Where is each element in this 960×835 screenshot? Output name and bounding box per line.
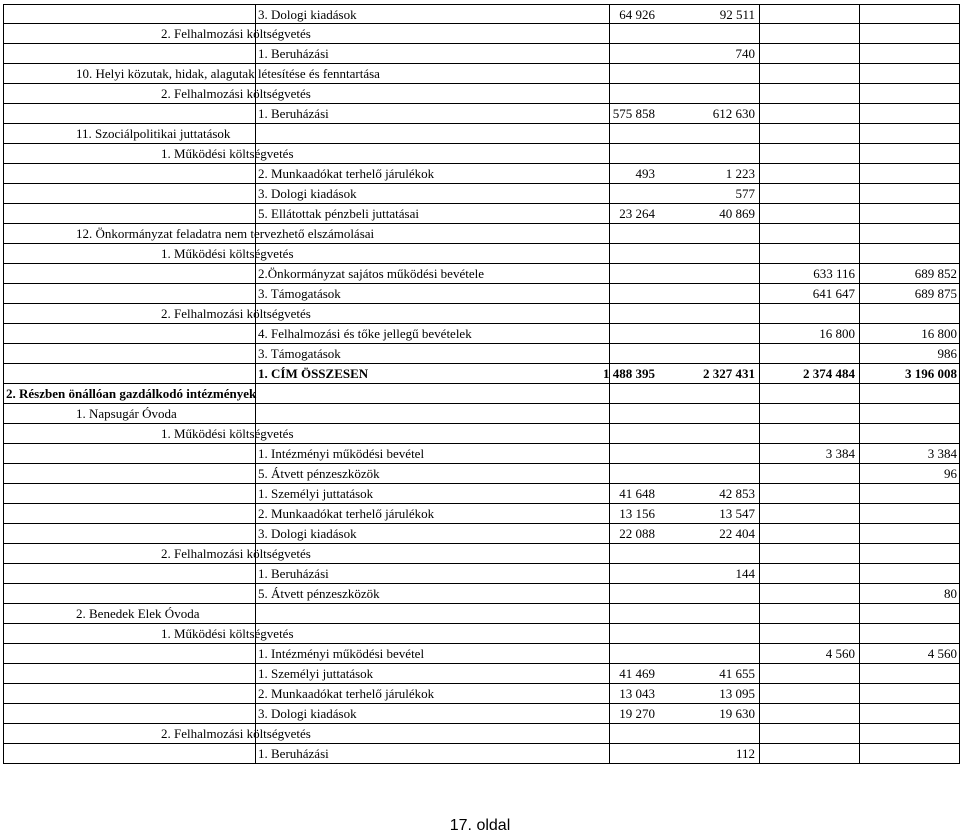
row-label: 5. Átvett pénzeszközök [258, 466, 380, 481]
value-cell-2: 740 [735, 46, 755, 61]
table-row [3, 4, 960, 24]
table-row [3, 484, 960, 504]
table-row [3, 504, 960, 524]
column-divider [3, 404, 4, 423]
row-label: 1. Beruházási [258, 106, 329, 121]
column-divider [255, 484, 256, 503]
table-row [3, 84, 960, 104]
row-label: 2. Munkaadókat terhelő járulékok [258, 166, 435, 181]
row-label: 3. Dologi kiadások [258, 186, 357, 201]
row-label: 1. CÍM ÖSSZESEN [258, 366, 369, 381]
table-row [3, 264, 960, 284]
value-cell-2: 22 404 [719, 526, 755, 541]
column-divider [255, 204, 256, 223]
value-cell-1: 64 926 [619, 7, 655, 22]
value-cell-2: 40 869 [719, 206, 755, 221]
column-divider [3, 624, 4, 643]
value-cell-2: 144 [735, 566, 755, 581]
column-divider [3, 104, 4, 123]
value-cell-4 [817, 64, 957, 83]
column-divider [255, 184, 256, 203]
value-cell-2: 112 [735, 746, 755, 761]
column-divider [255, 124, 256, 143]
value-cell-2: 41 655 [719, 666, 755, 681]
row-label: 1. Működési költségvetés [161, 626, 294, 641]
value-cell-4 [817, 724, 957, 743]
table-row [3, 44, 960, 64]
row-label: 5. Ellátottak pénzbeli juttatásai [258, 206, 420, 221]
column-divider [3, 544, 4, 563]
value-cell-4 [817, 104, 957, 123]
row-label: 2. Felhalmozási költségvetés [161, 86, 311, 101]
column-divider [255, 504, 256, 523]
column-divider [255, 284, 256, 303]
column-divider [3, 44, 4, 63]
row-label: 5. Átvett pénzeszközök [258, 586, 380, 601]
table-row [3, 584, 960, 604]
value-cell-4 [817, 404, 957, 423]
table-row [3, 664, 960, 684]
value-cell-3: 633 116 [813, 266, 855, 281]
column-divider [3, 744, 4, 763]
column-divider [3, 164, 4, 183]
column-divider [3, 204, 4, 223]
row-label: 1. Intézményi működési bevétel [258, 646, 425, 661]
value-cell-2: 1 223 [725, 166, 755, 181]
table-row [3, 644, 960, 664]
value-cell-1: 1 488 395 [603, 366, 655, 381]
column-divider [255, 604, 256, 623]
row-label: 2. Felhalmozási költségvetés [161, 306, 311, 321]
column-divider [3, 644, 4, 663]
column-divider [3, 604, 4, 623]
row-label: 2. Munkaadókat terhelő járulékok [258, 506, 435, 521]
column-divider [3, 704, 4, 723]
column-divider [255, 264, 256, 283]
value-cell-4: 4 560 [927, 646, 957, 661]
column-divider [3, 324, 4, 343]
page-number: 17. oldal [449, 817, 511, 834]
value-cell-4 [817, 704, 957, 723]
column-divider [255, 684, 256, 703]
table-row [3, 164, 960, 184]
table-row [3, 204, 960, 224]
table-row [3, 244, 960, 264]
value-cell-4: 689 875 [914, 286, 957, 301]
value-cell-4: 80 [944, 586, 957, 601]
table-row [3, 544, 960, 564]
value-cell-4 [817, 604, 957, 623]
value-cell-4: 16 800 [921, 326, 957, 341]
table-row [3, 24, 960, 44]
value-cell-1: 19 270 [619, 706, 655, 721]
row-label: 2. Felhalmozási költségvetés [161, 26, 311, 41]
column-divider [3, 424, 4, 443]
row-label: 11. Szociálpolitikai juttatások [76, 126, 231, 141]
value-cell-4 [817, 424, 957, 443]
value-cell-4 [817, 504, 957, 523]
column-divider [3, 24, 4, 43]
column-divider [3, 124, 4, 143]
table-row [3, 424, 960, 444]
value-cell-4 [817, 124, 957, 143]
table-row [3, 104, 960, 124]
column-divider [3, 264, 4, 283]
column-divider [255, 324, 256, 343]
column-divider [3, 304, 4, 323]
column-divider [3, 724, 4, 743]
value-cell-1: 22 088 [619, 526, 655, 541]
column-divider [255, 584, 256, 603]
table-row [3, 184, 960, 204]
value-cell-4 [817, 44, 957, 63]
column-divider [255, 444, 256, 463]
column-divider [255, 5, 256, 23]
value-cell-4 [817, 744, 957, 763]
value-cell-4 [817, 244, 957, 263]
value-cell-2: 577 [735, 186, 755, 201]
column-divider [255, 404, 256, 423]
value-cell-4: 689 852 [914, 266, 957, 281]
row-label: 1. Beruházási [258, 566, 329, 581]
value-cell-4 [817, 164, 957, 183]
value-cell-4 [817, 484, 957, 503]
budget-table [3, 4, 960, 764]
column-divider [3, 64, 4, 83]
value-cell-1: 41 648 [619, 486, 655, 501]
column-divider [3, 144, 4, 163]
column-divider [3, 384, 4, 403]
row-label: 2. Felhalmozási költségvetés [161, 726, 311, 741]
column-divider [3, 504, 4, 523]
value-cell-2: 612 630 [712, 106, 755, 121]
column-divider [3, 684, 4, 703]
row-label: 1. Személyi juttatások [258, 666, 374, 681]
table-row [3, 464, 960, 484]
value-cell-4: 986 [937, 346, 957, 361]
value-cell-3: 641 647 [812, 286, 855, 301]
value-cell-4 [817, 544, 957, 563]
column-divider [3, 444, 4, 463]
table-row [3, 384, 960, 404]
table-row [3, 404, 960, 424]
value-cell-1: 41 469 [619, 666, 655, 681]
value-cell-2: 19 630 [719, 706, 755, 721]
table-row [3, 144, 960, 164]
row-label: 2. Munkaadókat terhelő járulékok [258, 686, 435, 701]
value-cell-3: 16 800 [819, 326, 855, 341]
table-row [3, 224, 960, 244]
value-cell-4 [817, 224, 957, 243]
column-divider [3, 344, 4, 363]
column-divider [3, 524, 4, 543]
column-divider [3, 84, 4, 103]
value-cell-4: 3 384 [927, 446, 957, 461]
table-row [3, 744, 960, 764]
table-row [3, 704, 960, 724]
value-cell-4 [817, 384, 957, 403]
value-cell-4 [817, 564, 957, 583]
row-label: 1. Intézményi működési bevétel [258, 446, 425, 461]
value-cell-4 [817, 204, 957, 223]
row-label: 4. Felhalmozási és tőke jellegű bevételek [258, 326, 472, 341]
row-label: 1. Beruházási [258, 46, 329, 61]
row-label: 2.Önkormányzat sajátos működési bevétele [258, 266, 484, 281]
value-cell-4 [817, 144, 957, 163]
table-row [3, 444, 960, 464]
table-row [3, 324, 960, 344]
column-divider [255, 464, 256, 483]
column-divider [255, 524, 256, 543]
value-cell-1: 13 156 [619, 506, 655, 521]
value-cell-4 [817, 5, 957, 24]
value-cell-3: 3 384 [825, 446, 855, 461]
value-cell-4 [817, 684, 957, 703]
value-cell-2: 13 095 [719, 686, 755, 701]
value-cell-4 [817, 524, 957, 543]
table-row [3, 604, 960, 624]
row-label: 2. Benedek Elek Óvoda [76, 606, 200, 621]
row-label: 12. Önkormányzat feladatra nem tervezhető elszámolásai [76, 226, 375, 241]
value-cell-2: 42 853 [719, 486, 755, 501]
column-divider [255, 364, 256, 383]
table-row [3, 344, 960, 364]
row-label: 1. Működési költségvetés [161, 426, 294, 441]
column-divider [255, 704, 256, 723]
column-divider [3, 664, 4, 683]
column-divider [3, 184, 4, 203]
value-cell-3: 4 560 [825, 646, 855, 661]
row-label: 3. Dologi kiadások [258, 706, 357, 721]
row-label: 2. Részben önállóan gazdálkodó intézmények [6, 386, 257, 401]
column-divider [3, 5, 4, 23]
table-row [3, 524, 960, 544]
value-cell-3: 2 374 484 [803, 366, 855, 381]
column-divider [3, 244, 4, 263]
table-row [3, 564, 960, 584]
column-divider [255, 44, 256, 63]
column-divider [255, 644, 256, 663]
table-row [3, 724, 960, 744]
table-row [3, 124, 960, 144]
table-row [3, 364, 960, 384]
row-label: 1. Beruházási [258, 746, 329, 761]
value-cell-4 [817, 24, 957, 43]
row-label: 3. Dologi kiadások [258, 526, 357, 541]
value-cell-4: 96 [944, 466, 957, 481]
column-divider [255, 164, 256, 183]
value-cell-4 [817, 624, 957, 643]
column-divider [3, 484, 4, 503]
value-cell-4: 3 196 008 [905, 366, 957, 381]
column-divider [3, 364, 4, 383]
column-divider [255, 104, 256, 123]
value-cell-2: 13 547 [719, 506, 755, 521]
row-label: 1. Működési költségvetés [161, 146, 294, 161]
table-row [3, 304, 960, 324]
row-label: 1. Napsugár Óvoda [76, 406, 177, 421]
table-row [3, 64, 960, 84]
row-label: 1. Személyi juttatások [258, 486, 374, 501]
value-cell-4 [817, 304, 957, 323]
table-row [3, 284, 960, 304]
column-divider [3, 224, 4, 243]
row-label: 3. Dologi kiadások [258, 7, 357, 22]
value-cell-1: 493 [635, 166, 655, 181]
row-label: 2. Felhalmozási költségvetés [161, 546, 311, 561]
value-cell-4 [817, 664, 957, 683]
column-divider [255, 344, 256, 363]
value-cell-2: 92 511 [719, 7, 755, 22]
column-divider [255, 564, 256, 583]
row-label: 3. Támogatások [258, 346, 341, 361]
table-row [3, 624, 960, 644]
value-cell-1: 575 858 [612, 106, 655, 121]
row-label: 10. Helyi közutak, hidak, alagutak létesítése és fenntartása [76, 66, 380, 81]
column-divider [255, 664, 256, 683]
row-label: 3. Támogatások [258, 286, 341, 301]
column-divider [3, 284, 4, 303]
column-divider [255, 744, 256, 763]
column-divider [3, 564, 4, 583]
column-divider [3, 584, 4, 603]
row-label: 1. Működési költségvetés [161, 246, 294, 261]
value-cell-1: 23 264 [619, 206, 655, 221]
value-cell-2: 2 327 431 [703, 366, 755, 381]
column-divider [3, 464, 4, 483]
table-row [3, 684, 960, 704]
value-cell-1: 13 043 [619, 686, 655, 701]
value-cell-4 [817, 84, 957, 103]
value-cell-4 [817, 184, 957, 203]
